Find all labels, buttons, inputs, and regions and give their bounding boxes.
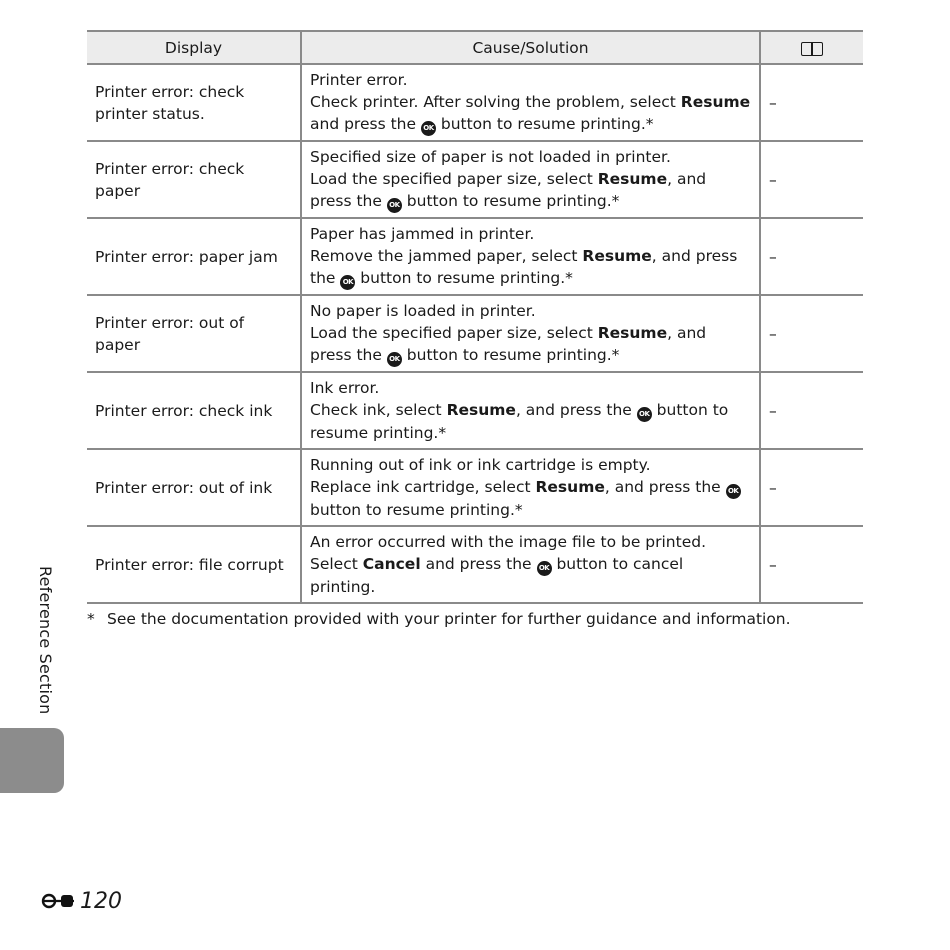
- book-icon: [801, 41, 823, 56]
- footnote: [87, 608, 877, 630]
- table-row: [87, 526, 863, 603]
- cause-solution-cell: [301, 372, 760, 449]
- page-number-text: 120: [80, 888, 122, 914]
- cause-text: Specified size of paper is not loaded in printer.: [310, 148, 671, 166]
- table-row: [87, 141, 863, 218]
- ok-button-icon: OK: [387, 352, 402, 367]
- reference-cell: –: [760, 449, 863, 526]
- solution-text: Load the specified paper size, select: [310, 170, 598, 188]
- display-message: Printer error: paper jam: [95, 247, 278, 266]
- menu-option-name: Resume: [680, 93, 751, 111]
- cause-solution-cell: [301, 218, 760, 295]
- solution-text: Replace ink cartridge, select: [310, 478, 536, 496]
- cause-text: An error occurred with the image file to be printed.: [310, 533, 707, 551]
- solution-text-end: button to resume printing.*: [401, 192, 620, 210]
- display-message: Printer error: out of paper: [95, 313, 245, 354]
- solution-text-cont: , and press the: [310, 324, 707, 364]
- section-side-label: Reference Section: [36, 566, 55, 715]
- display-message: Printer error: check printer status.: [95, 82, 245, 123]
- reference-cell: –: [760, 295, 863, 372]
- menu-option-name: Cancel: [362, 555, 421, 573]
- ok-button-icon: OK: [421, 121, 436, 136]
- table-row: [87, 372, 863, 449]
- ok-button-icon: OK: [387, 198, 402, 213]
- solution-text-cont: and press the: [420, 555, 537, 573]
- solution-text: Check ink, select: [310, 401, 447, 419]
- ok-button-icon: OK: [726, 484, 741, 499]
- display-cell: [87, 141, 301, 218]
- display-cell: [87, 295, 301, 372]
- display-cell: [87, 64, 301, 141]
- reference-cell: –: [760, 64, 863, 141]
- ok-button-icon: OK: [537, 561, 552, 576]
- solution-text-end: button to resume printing.*: [401, 346, 620, 364]
- cause-solution-cell: [301, 526, 760, 603]
- section-tab: [0, 728, 64, 793]
- cause-text: Paper has jammed in printer.: [310, 225, 535, 243]
- header-display: Display: [87, 31, 301, 64]
- table-row: [87, 218, 863, 295]
- reference-section-icon: [40, 892, 76, 910]
- header-cause-solution: Cause/Solution: [301, 31, 760, 64]
- solution-text-cont: , and press the: [515, 401, 637, 419]
- cause-solution-cell: [301, 141, 760, 218]
- header-reference: [760, 31, 863, 64]
- display-message: Printer error: check ink: [95, 401, 273, 420]
- solution-text-end: button to resume printing.*: [310, 501, 523, 519]
- solution-text: Check printer. After solving the problem, select: [310, 93, 681, 111]
- cause-solution-cell: [301, 295, 760, 372]
- menu-option-name: Resume: [597, 170, 668, 188]
- cause-text: Printer error.: [310, 71, 408, 89]
- solution-text-end: button to resume printing.*: [310, 401, 729, 442]
- menu-option-name: Resume: [582, 247, 652, 265]
- solution-text: Remove the jammed paper, select: [310, 247, 583, 265]
- solution-text-cont: , and press the: [604, 478, 726, 496]
- reference-cell: –: [760, 372, 863, 449]
- cause-text: No paper is loaded in printer.: [310, 302, 536, 320]
- menu-option-name: Resume: [535, 478, 605, 496]
- reference-cell: –: [760, 141, 863, 218]
- display-cell: [87, 218, 301, 295]
- table-header-row: [87, 31, 863, 64]
- footnote-text: See the documentation provided with your printer for further guidance and information.: [107, 610, 791, 628]
- solution-text: Select: [310, 555, 363, 573]
- solution-text-end: button to cancel printing.: [310, 555, 684, 596]
- display-message: Printer error: check paper: [95, 159, 245, 200]
- solution-text-cont: , and press the: [310, 247, 738, 287]
- display-cell: [87, 372, 301, 449]
- solution-text-end: button to resume printing.*: [435, 115, 654, 133]
- display-cell: [87, 526, 301, 603]
- menu-option-name: Resume: [597, 324, 668, 342]
- solution-text: Load the specified paper size, select: [310, 324, 598, 342]
- footnote-mark: *: [87, 610, 95, 628]
- error-table: [87, 30, 863, 604]
- solution-text-cont: and press the: [310, 115, 421, 133]
- ok-button-icon: OK: [637, 407, 652, 422]
- cause-solution-cell: [301, 449, 760, 526]
- ok-button-icon: OK: [340, 275, 355, 290]
- reference-cell: –: [760, 526, 863, 603]
- page-number: [40, 886, 122, 916]
- cause-text: Running out of ink or ink cartridge is empty.: [310, 456, 651, 474]
- table-row: [87, 64, 863, 141]
- table-row: [87, 295, 863, 372]
- cause-text: Ink error.: [310, 379, 380, 397]
- table-row: [87, 449, 863, 526]
- display-message: Printer error: out of ink: [95, 478, 273, 497]
- reference-cell: –: [760, 218, 863, 295]
- menu-option-name: Resume: [446, 401, 516, 419]
- cause-solution-cell: [301, 64, 760, 141]
- solution-text-end: button to resume printing.*: [355, 269, 573, 287]
- display-cell: [87, 449, 301, 526]
- solution-text-cont: , and press the: [310, 170, 707, 210]
- display-message: Printer error: file corrupt: [95, 555, 284, 574]
